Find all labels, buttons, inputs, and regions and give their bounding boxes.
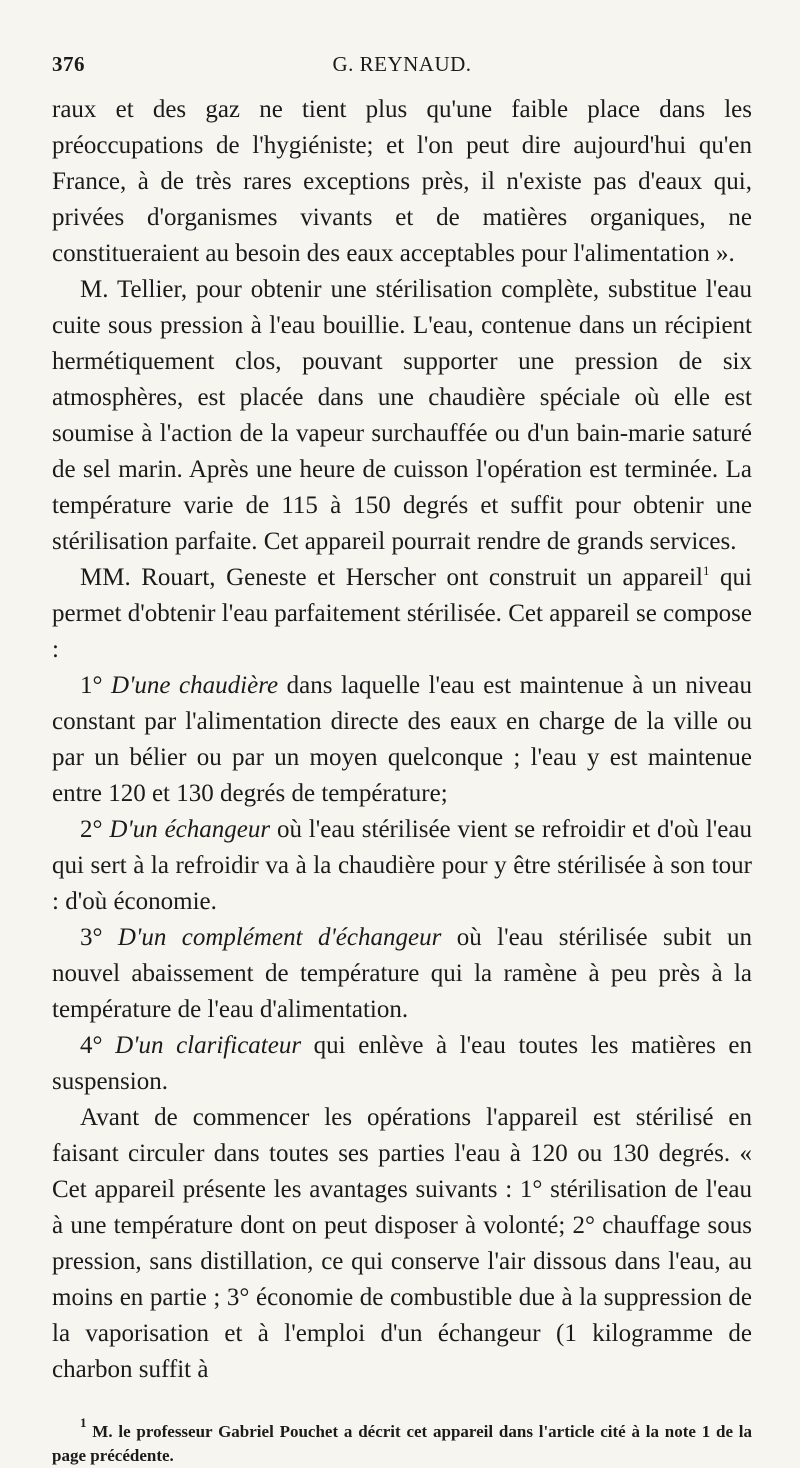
paragraph-continuation: raux et des gaz ne tient plus qu'une faible place dans les préoccupations de l'hygiéniste; et l'on peut dire aujourd'hui qu'en France, à de très rares exceptions près, il n'existe pas d'eaux qui, privées d'organismes vivants et de matières organiques, ne constitueraient au besoin des eaux acceptables pour l'alimentation ». [52, 96, 752, 267]
list-item-number: 2° [80, 816, 103, 843]
page-number: 376 [52, 52, 85, 76]
list-item-title: D'une chaudière [111, 672, 279, 699]
paragraph-rouart-text-a: MM. Rouart, Geneste et Herscher ont construit un appareil [80, 564, 703, 591]
list-item-number: 4° [80, 1032, 103, 1059]
list-item-text: qui enlève à l'eau toutes les matières en suspension. [52, 1032, 752, 1095]
list-item-title: D'un complément d'échangeur [117, 924, 442, 951]
list-item-4 [52, 1028, 752, 1100]
list-item-number: 1° [80, 672, 103, 699]
footnote-paragraph [52, 1415, 752, 1468]
footnote-reference: 1 [703, 563, 710, 578]
footnote-marker: 1 [80, 1415, 87, 1430]
running-title: G. REYNAUD. [332, 52, 472, 76]
list-item-number: 3° [80, 924, 103, 951]
footnote-text: M. le professeur Gabriel Pouchet a décrit cet appareil dans l'article cité à la note 1 de la page précédente. [52, 1422, 752, 1465]
paragraph-rouart [52, 560, 752, 668]
paragraph-operations: Avant de commencer les opérations l'appareil est stérilisé en faisant circuler dans toutes ses parties l'eau à 120 ou 130 degrés. « Cet appareil présente les avantages suivants : 1° stérilisation de l'eau à une température dont on peut disposer à volonté; 2° chauffage sous pression, sans distillation, ce qui conserve l'air dissous dans l'eau, au moins en partie ; 3° économie de combustible due à la suppression de la vaporisation et à l'emploi d'un échangeur (1 kilogramme de charbon suffit à [52, 1104, 752, 1383]
body-text [52, 92, 752, 1388]
list-item-1 [52, 668, 752, 812]
paragraph-rouart-text-b: qui permet d'obtenir l'eau parfaitement stérilisée. Cet appareil se compose : [52, 564, 752, 663]
list-item-title: D'un échangeur [109, 816, 271, 843]
list-item-2 [52, 812, 752, 920]
footnote [52, 1415, 752, 1468]
list-item-title: D'un clarificateur [115, 1032, 302, 1059]
list-item-text: dans laquelle l'eau est maintenue à un niveau constant par l'alimentation directe des eaux en charge de la ville ou par un bélier ou par un moyen quelconque ; l'eau y est maintenue entre 120 et 130 degrés de température; [52, 672, 752, 807]
list-item-text: où l'eau stérilisée vient se refroidir et d'où l'eau qui sert à la refroidir va à la chaudière pour y être stérilisée à son tour : d'où économie. [52, 816, 752, 915]
list-item-3 [52, 920, 752, 1028]
page-header [52, 52, 752, 92]
list-item-text: où l'eau stérilisée subit un nouvel abaissement de température qui la ramène à peu près à la température de l'eau d'alimentation. [52, 924, 753, 1023]
paragraph-tellier: M. Tellier, pour obtenir une stérilisation complète, substitue l'eau cuite sous pression à l'eau bouillie. L'eau, contenue dans un récipient hermétiquement clos, pouvant supporter une pression de six atmosphères, est placée dans une chaudière spéciale où elle est soumise à l'action de la vapeur surchauffée ou d'un bain-marie saturé de sel marin. Après une heure de cuisson l'opération est terminée. La température varie de 115 à 150 degrés et suffit pour obtenir une stérilisation parfaite. Cet appareil pourrait rendre de grands services. [52, 276, 752, 555]
